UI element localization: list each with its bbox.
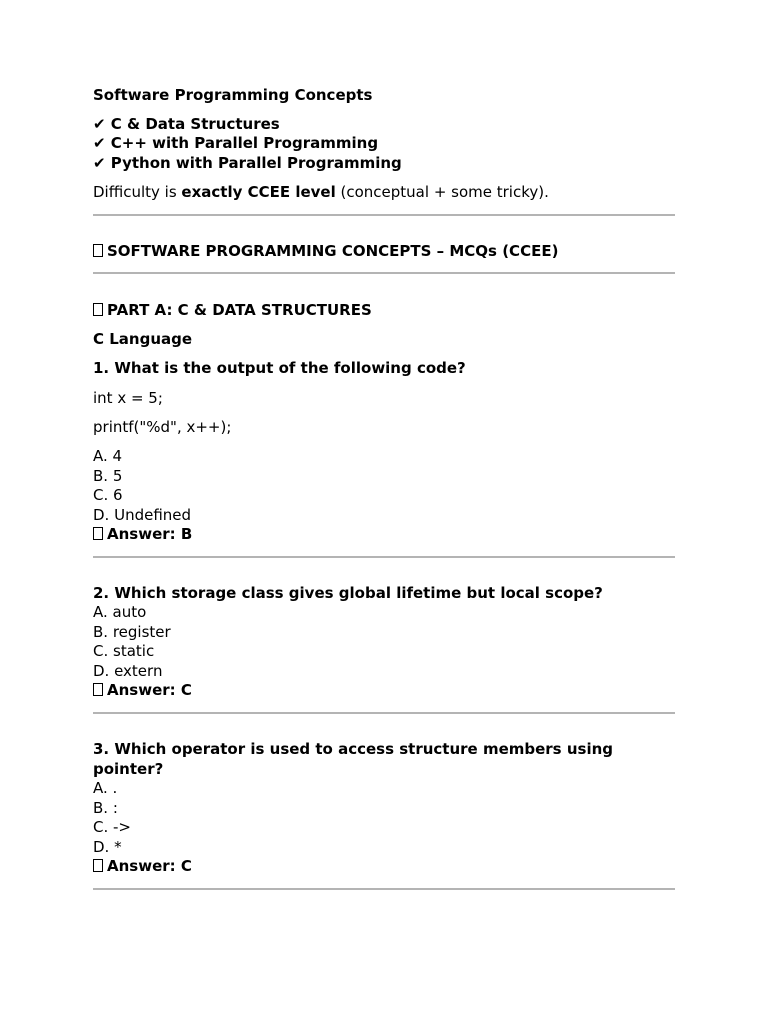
answer: Answer: C	[93, 681, 192, 700]
option: D. Undefined	[93, 506, 192, 524]
part-heading: PART A: C & DATA STRUCTURES	[93, 301, 372, 320]
missing-glyph-icon	[93, 683, 103, 696]
difficulty-prefix: Difficulty is	[93, 183, 182, 201]
answer: Answer: C	[93, 857, 192, 876]
option: A. .	[93, 779, 118, 797]
divider	[93, 272, 675, 274]
topic-item: ✔ Python with Parallel Programming	[93, 154, 402, 172]
option: A. auto	[93, 603, 147, 621]
section-heading: C Language	[93, 330, 193, 348]
option: A. 4	[93, 447, 123, 465]
question-text: 3. Which operator is used to access structure members using	[93, 740, 613, 758]
missing-glyph-icon	[93, 859, 103, 872]
option: B. 5	[93, 467, 123, 485]
divider	[93, 888, 675, 890]
missing-glyph-icon	[93, 527, 103, 540]
difficulty-suffix: (conceptual + some tricky).	[335, 183, 549, 201]
question-text: 2. Which storage class gives global lifetime but local scope?	[93, 584, 603, 602]
option: C. static	[93, 642, 155, 660]
divider	[93, 556, 675, 558]
question-text: 1. What is the output of the following code?	[93, 359, 466, 377]
option: B. :	[93, 799, 118, 817]
topic-item: ✔ C & Data Structures	[93, 115, 280, 133]
option: B. register	[93, 623, 171, 641]
topic-item: ✔ C++ with Parallel Programming	[93, 134, 379, 152]
option: C. ->	[93, 818, 131, 836]
answer: Answer: B	[93, 525, 192, 544]
option: D. extern	[93, 662, 163, 680]
main-heading: SOFTWARE PROGRAMMING CONCEPTS – MCQs (CCEE)	[93, 242, 558, 261]
doc-title: Software Programming Concepts	[93, 86, 373, 104]
code-line: int x = 5;	[93, 389, 163, 407]
code-line: printf("%d", x++);	[93, 418, 232, 436]
option: C. 6	[93, 486, 123, 504]
option: D. *	[93, 838, 122, 856]
missing-glyph-icon	[93, 244, 103, 257]
missing-glyph-icon	[93, 303, 103, 316]
divider	[93, 712, 675, 714]
question-text: pointer?	[93, 760, 164, 778]
difficulty-line	[93, 183, 549, 202]
divider	[93, 214, 675, 216]
difficulty-emphasis: exactly CCEE level	[181, 183, 336, 201]
